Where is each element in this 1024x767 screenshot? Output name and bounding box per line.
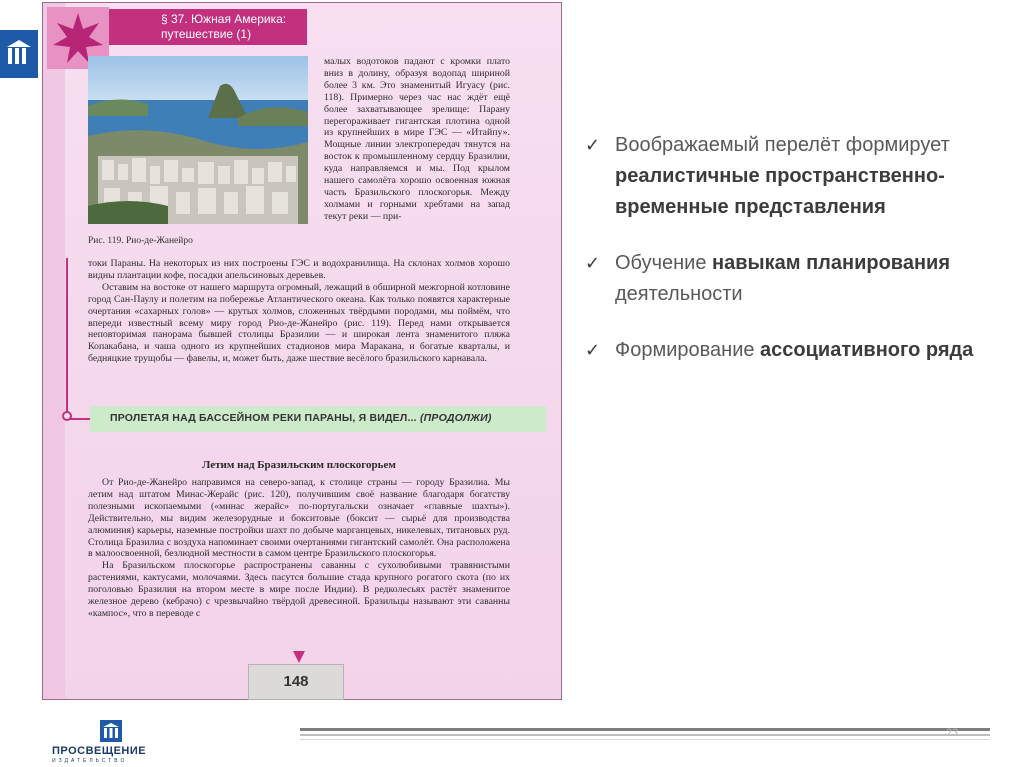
paragraph: Оставим на востоке от нашего маршрута огромный, лежащий в обширной межгорной котловине город Сан-Паулу и полетим на побережье Атлантического океана. Как только появятся характерные очертания «сахарных голов» — крутых холмов, сложенных твёрдыми породами, мы поймём, что впереди известный всему миру город Рио-де-Жанейро (рис. 119). Перед нами открывается неповторимая панорама бывшей столицы Бразилии — и широкая лента знаменитого пляжа Копакабана, и чаша одного из крупнейших стадионов мира Маракана, и богатые кварталы, и бедняцкие трущобы — фавелы, и, может быть, даже шествие весёлого бразильского карнавала. (88, 281, 510, 365)
task-marker-line (66, 258, 68, 418)
page-edge-strip (43, 3, 65, 699)
task-hint: (ПРОДОЛЖИ) (419, 412, 492, 424)
publisher-emblem-icon (6, 38, 32, 70)
paragraph: На Бразильском плоскогорье распространены саванны с сухолюбивыми травянистыми растениями, кактусами, молочаями. Здесь пасутся большие стада крупного рогатого скота (по их поголовью Бразилия на втором месте в мире после Индии). В редколесьях растёт знаменитое железное дерево (кебрачо) с чрезвычайно твёрдой древесиной. Бразильцы называют эти саванны «кампос», что в переводе с (88, 560, 510, 619)
publisher-name: ПРОСВЕЩЕНИЕ (52, 745, 147, 757)
list-item (585, 335, 1005, 366)
page-number: 148 (283, 673, 309, 690)
chapter-title-line1: § 37. Южная Америка: (161, 12, 287, 26)
chapter-header (109, 9, 307, 45)
publisher-subtitle: ИЗДАТЕЛЬСТВО (52, 758, 128, 764)
photo-caption: Рис. 119. Рио-де-Жанейро (88, 236, 193, 246)
key-points-list (585, 130, 1005, 391)
list-item (585, 130, 1005, 223)
page-number-box (248, 664, 344, 700)
bullet-text-bold: ассоциативного ряда (760, 339, 974, 361)
bullet-text-prefix: Воображаемый перелёт формирует (615, 134, 950, 156)
footer-divider (300, 728, 990, 731)
text-column-right: малых водотоков падают с кромки плато вниз в долину, образуя водопад шириной более 3 км. Это знаменитый Игуасу (рис. 118). Примерно через час нас ждёт ещё более захватывающее зрелище: Парану перегораживает гигантская плотина одной из крупнейших в мире ГЭС — «Итайпу». Мощные линии электропередач тянутся на восток к промышленному сердцу Бразилии, куда направляемся и мы. Под крылом нашего самолёта хорошо освоенная южная часть Бразильского плоскогорья. Между холмами и горными хребтами на запад текут реки — при- (324, 56, 510, 222)
bullet-text-prefix: Формирование (615, 339, 761, 361)
bullet-text-bold: реалистичные пространственно-временные представления (615, 165, 945, 218)
bullet-text-suffix: деятельности (615, 283, 743, 305)
bullet-text-bold: навыкам планирования (712, 252, 950, 274)
text-block-bottom (88, 477, 510, 620)
rio-de-janeiro-photo-icon (88, 56, 308, 224)
list-item (585, 248, 1005, 310)
footer-logo (40, 718, 190, 764)
task-marker-dot (62, 411, 72, 421)
checkmark-icon: ✓ (585, 340, 601, 361)
checkmark-icon: ✓ (585, 253, 601, 274)
task-bar (90, 406, 546, 432)
publisher-side-logo (0, 30, 38, 78)
publisher-emblem-icon (100, 720, 122, 742)
chapter-title-line2: путешествие (1) (161, 27, 252, 41)
footer-divider (300, 734, 990, 736)
task-prompt: ПРОЛЕТАЯ НАД БАССЕЙНОМ РЕКИ ПАРАНЫ, Я ВИДЕЛ... (110, 412, 417, 424)
text-block-full (88, 258, 510, 365)
paragraph: От Рио-де-Жанейро направимся на северо-запад, к столице страны — городу Бразилиа. Мы летим над штатом Минас-Жерайс (рис. 120), получившим своё название благодаря богатству полезными ископаемыми («минас жерайс» по-португальски означает «главные шахты»). Действительно, мы видим железорудные и бокситовые (боксит — сырьё для производства алюминия) карьеры, наземные постройки шахт по добыче марганцевых, никелевых, титановых руд. Столица Бразилиа с воздуха напоминает своими очертаниями гигантский самолёт. Она расположена в малоосвоенной, безлюдной местности в самом центре Бразильского плоскогорья. (88, 477, 510, 560)
checkmark-icon: ✓ (585, 135, 601, 156)
paragraph: токи Параны. На некоторых из них построены ГЭС и водохранилища. На склонах холмов хорошо видны плантации кофе, посадки апельсиновых деревьев. (88, 258, 510, 281)
slide-number: 23 (946, 727, 959, 739)
rio-photo (88, 56, 308, 224)
section-heading: Летим над Бразильским плоскогорьем (202, 459, 396, 471)
bullet-text-prefix: Обучение (615, 252, 713, 274)
task-text (110, 412, 492, 424)
footer-divider (300, 739, 990, 740)
